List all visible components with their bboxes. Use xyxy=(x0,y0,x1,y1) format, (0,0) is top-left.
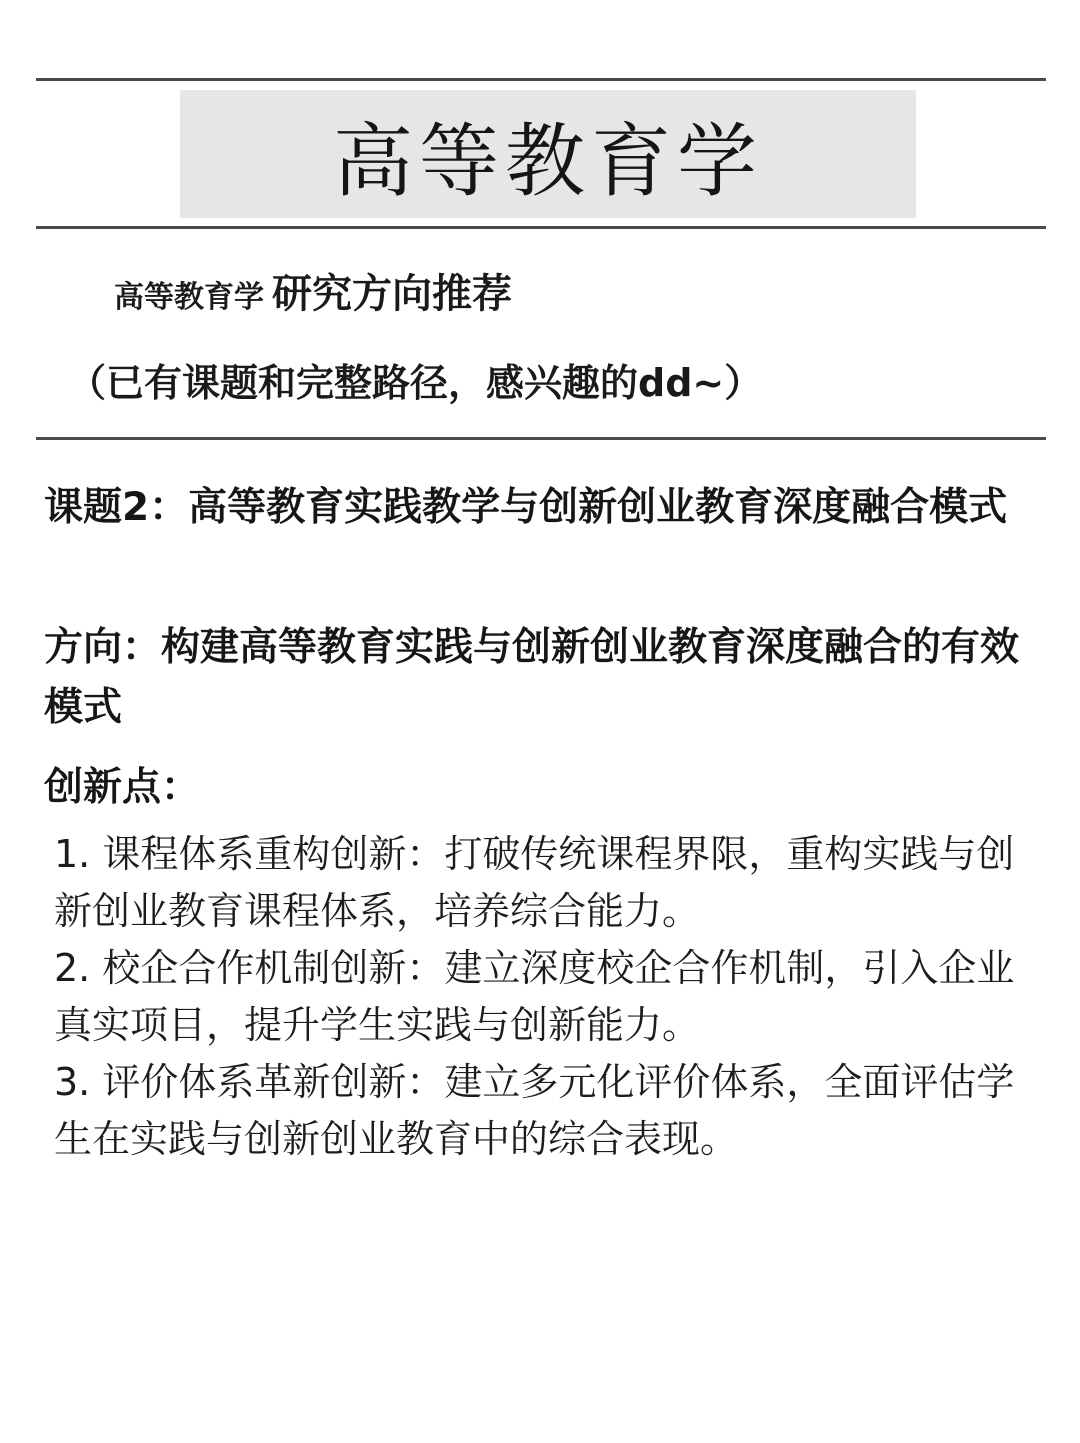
title-banner xyxy=(180,90,916,218)
innovation-label: 创新点： xyxy=(44,765,201,810)
middle-divider xyxy=(36,226,1046,229)
subtitle-heading: 研究方向推荐 xyxy=(272,271,512,317)
innovation-point-2: 2. 校企合作机制创新：建立深度校企合作机制，引入企业真实项目，提升学生实践与创新能力。 xyxy=(54,946,1015,1047)
innovation-point-3: 3. 评价体系革新创新：建立多元化评价体系，全面评估学生在实践与创新创业教育中的综合表现。 xyxy=(54,1060,1015,1161)
innovation-point-1: 1. 课程体系重构创新：打破传统课程界限，重构实践与创新创业教育课程体系，培养综合能力。 xyxy=(54,832,1015,933)
page-title: 高等教育学 xyxy=(333,114,763,208)
subtitle xyxy=(114,262,512,319)
subtitle-note: （已有课题和完整路径，感兴趣的dd~） xyxy=(68,361,763,405)
subtitle-subject: 高等教育学 xyxy=(114,280,264,315)
direction-text: 方向：构建高等教育实践与创新创业教育深度融合的有效模式 xyxy=(44,625,1020,730)
bottom-divider xyxy=(36,437,1046,440)
innovation-list xyxy=(54,826,1034,1168)
topic-title: 课题2：高等教育实践教学与创新创业教育深度融合模式 xyxy=(44,485,1008,530)
top-divider xyxy=(36,78,1046,81)
